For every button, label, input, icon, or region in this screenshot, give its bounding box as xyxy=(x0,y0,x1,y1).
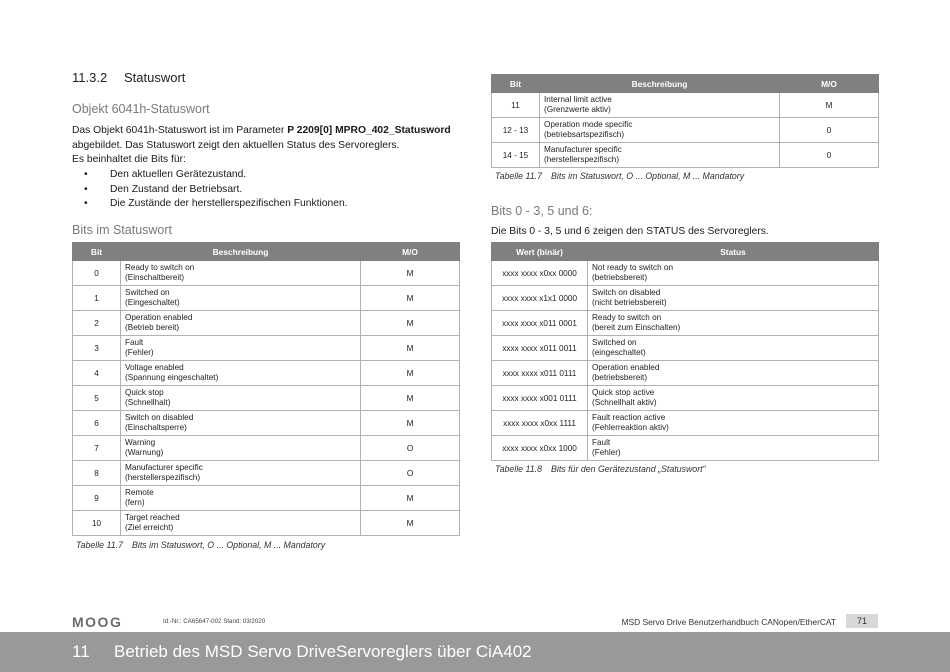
table-row xyxy=(492,286,879,311)
status-cell: Switch on disabled (nicht betriebsbereit) xyxy=(588,286,879,311)
description-cell: Manufacturer specific (herstellerspezifisch) xyxy=(121,461,361,486)
description-cell: Operation enabled (Betrieb bereit) xyxy=(121,311,361,336)
mo-cell: M xyxy=(361,486,460,511)
bits-table-continued xyxy=(491,74,879,168)
binary-value-cell: xxxx xxxx x011 0001 xyxy=(492,311,588,336)
table-row xyxy=(73,486,460,511)
table-header-row xyxy=(492,75,879,93)
table-header-row xyxy=(73,243,460,261)
intro-line-3: Es beinhaltet die Bits für: xyxy=(72,154,186,166)
bit-cell: 7 xyxy=(73,436,121,461)
description-cell: Manufacturer specific (herstellerspezifisch) xyxy=(540,143,780,168)
bit-cell: 2 xyxy=(73,311,121,336)
section-title: Statuswort xyxy=(124,70,186,85)
status-cell: Quick stop active (Schnellhalt aktiv) xyxy=(588,386,879,411)
table-row xyxy=(73,261,460,286)
table-header-row xyxy=(492,243,879,261)
caption-text: Bits im Statuswort, O ... Optional, M ... Mandatory xyxy=(551,171,745,181)
table-row xyxy=(73,461,460,486)
binary-value-cell: xxxx xxxx x0xx 1111 xyxy=(492,411,588,436)
column-header: Status xyxy=(588,243,879,261)
status-heading: Bits 0 - 3, 5 und 6: xyxy=(491,204,593,218)
bit-cell: 8 xyxy=(73,461,121,486)
binary-value-cell: xxxx xxxx x011 0111 xyxy=(492,361,588,386)
caption-label: Tabelle 11.7 xyxy=(495,171,542,181)
status-table xyxy=(491,242,879,461)
table-row xyxy=(73,436,460,461)
mo-cell: 0 xyxy=(780,143,879,168)
table-row xyxy=(492,411,879,436)
chapter-title: Betrieb des MSD Servo DriveServoreglers über CiA402 xyxy=(114,642,532,661)
table-row xyxy=(73,361,460,386)
description-cell: Switch on disabled (Einschaltsperre) xyxy=(121,411,361,436)
status-cell: Fault (Fehler) xyxy=(588,436,879,461)
mo-cell: M xyxy=(361,261,460,286)
intro-line-1: Das Objekt 6041h-Statuswort ist im Parameter P 2209[0] MPRO_402_Statusword xyxy=(72,125,451,136)
description-cell: Remote (fern) xyxy=(121,486,361,511)
description-cell: Ready to switch on (Einschaltbereit) xyxy=(121,261,361,286)
bits-heading: Bits im Statuswort xyxy=(72,223,173,237)
column-header: Beschreibung xyxy=(540,75,780,93)
mo-cell: M xyxy=(361,361,460,386)
bit-cell: 1 xyxy=(73,286,121,311)
chapter-band xyxy=(0,632,950,672)
bit-cell: 4 xyxy=(73,361,121,386)
table-caption xyxy=(495,464,706,474)
column-header: M/O xyxy=(780,75,879,93)
description-cell: Switched on (Eingeschaltet) xyxy=(121,286,361,311)
mo-cell: M xyxy=(361,511,460,536)
table-row xyxy=(73,386,460,411)
table-row xyxy=(492,118,879,143)
table-row xyxy=(492,261,879,286)
document-title: MSD Servo Drive Benutzerhandbuch CANopen/EtherCAT xyxy=(621,617,836,627)
status-cell: Fault reaction active (Fehlerreaktion aktiv) xyxy=(588,411,879,436)
table-row xyxy=(73,511,460,536)
table-row xyxy=(73,411,460,436)
table-row xyxy=(73,286,460,311)
mo-cell: M xyxy=(361,386,460,411)
binary-value-cell: xxxx xxxx x011 0011 xyxy=(492,336,588,361)
table-row xyxy=(492,311,879,336)
table-caption xyxy=(495,171,744,181)
table-row xyxy=(73,336,460,361)
intro-bullet-list xyxy=(72,168,472,212)
table-row xyxy=(73,311,460,336)
mo-cell: O xyxy=(361,436,460,461)
moog-logo: MOOG xyxy=(72,614,123,630)
page-number: 71 xyxy=(846,614,878,628)
caption-text: Bits für den Gerätezustand „Statuswort“ xyxy=(551,464,706,474)
bullet-item: • Die Zustände der herstellerspezifischen Funktionen. xyxy=(72,197,472,212)
status-cell: Ready to switch on (bereit zum Einschalten) xyxy=(588,311,879,336)
column-header: M/O xyxy=(361,243,460,261)
status-cell: Not ready to switch on (betriebsbereit) xyxy=(588,261,879,286)
bit-cell: 6 xyxy=(73,411,121,436)
status-intro: Die Bits 0 - 3, 5 und 6 zeigen den STATUS des Servoreglers. xyxy=(491,226,769,237)
column-header: Wert (binär) xyxy=(492,243,588,261)
mo-cell: M xyxy=(361,286,460,311)
mo-cell: M xyxy=(361,336,460,361)
bit-cell: 0 xyxy=(73,261,121,286)
intro-paragraph xyxy=(72,124,472,168)
table-row xyxy=(492,361,879,386)
binary-value-cell: xxxx xxxx x1x1 0000 xyxy=(492,286,588,311)
caption-text: Bits im Statuswort, O ... Optional, M ... Mandatory xyxy=(132,540,326,550)
mo-cell: O xyxy=(361,461,460,486)
mo-cell: M xyxy=(361,411,460,436)
table-caption xyxy=(76,540,325,550)
mo-cell: M xyxy=(780,93,879,118)
bit-cell: 14 - 15 xyxy=(492,143,540,168)
bit-cell: 12 - 13 xyxy=(492,118,540,143)
mo-cell: 0 xyxy=(780,118,879,143)
bit-cell: 10 xyxy=(73,511,121,536)
description-cell: Warning (Warnung) xyxy=(121,436,361,461)
mo-cell: M xyxy=(361,311,460,336)
parameter-name: P 2209[0] MPRO_402_Statusword xyxy=(287,125,451,136)
description-cell: Voltage enabled (Spannung eingeschaltet) xyxy=(121,361,361,386)
object-heading: Objekt 6041h-Statuswort xyxy=(72,102,210,116)
binary-value-cell: xxxx xxxx x0xx 0000 xyxy=(492,261,588,286)
description-cell: Internal limit active (Grenzwerte aktiv) xyxy=(540,93,780,118)
status-cell: Operation enabled (betriebsbereit) xyxy=(588,361,879,386)
binary-value-cell: xxxx xxxx x0xx 1000 xyxy=(492,436,588,461)
bullet-item: • Den aktuellen Gerätezustand. xyxy=(72,168,472,183)
chapter-number: 11 xyxy=(72,642,90,661)
column-header: Bit xyxy=(73,243,121,261)
document-id: Id.-Nr.: CA65647-002 Stand: 03/2020 xyxy=(163,618,266,625)
bit-cell: 11 xyxy=(492,93,540,118)
bit-cell: 5 xyxy=(73,386,121,411)
table-row xyxy=(492,336,879,361)
status-cell: Switched on (eingeschaltet) xyxy=(588,336,879,361)
bullet-item: • Den Zustand der Betriebsart. xyxy=(72,183,472,198)
description-cell: Fault (Fehler) xyxy=(121,336,361,361)
table-row xyxy=(492,436,879,461)
bit-cell: 9 xyxy=(73,486,121,511)
table-row xyxy=(492,93,879,118)
table-row xyxy=(492,386,879,411)
section-number: 11.3.2 xyxy=(72,70,108,85)
description-cell: Target reached (Ziel erreicht) xyxy=(121,511,361,536)
description-cell: Quick stop (Schnellhalt) xyxy=(121,386,361,411)
bits-table xyxy=(72,242,460,536)
section-heading xyxy=(72,70,185,85)
bit-cell: 3 xyxy=(73,336,121,361)
caption-label: Tabelle 11.7 xyxy=(76,540,123,550)
description-cell: Operation mode specific (betriebsartspezifisch) xyxy=(540,118,780,143)
table-row xyxy=(492,143,879,168)
intro-line-2: abgebildet. Das Statuswort zeigt den aktuellen Status des Servoreglers. xyxy=(72,139,400,151)
caption-label: Tabelle 11.8 xyxy=(495,464,542,474)
column-header: Beschreibung xyxy=(121,243,361,261)
column-header: Bit xyxy=(492,75,540,93)
binary-value-cell: xxxx xxxx x001 0111 xyxy=(492,386,588,411)
